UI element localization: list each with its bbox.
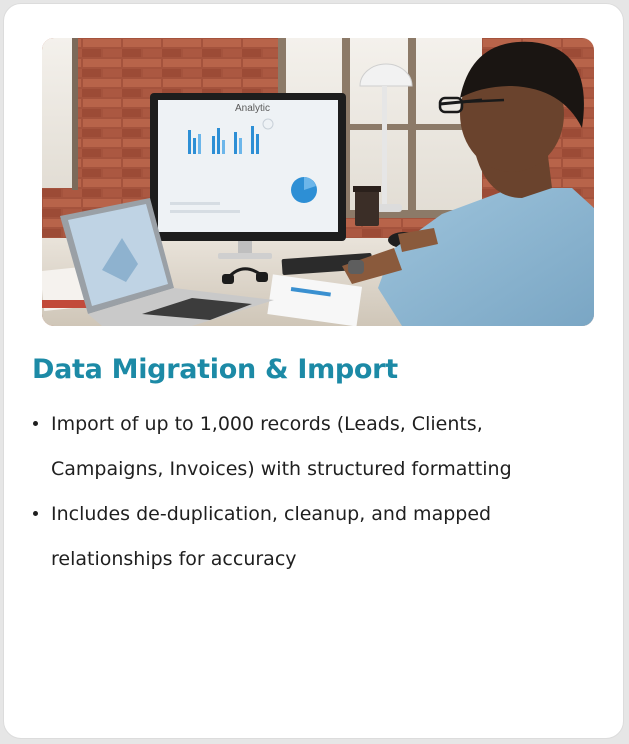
list-item-text: Import of up to 1,000 records (Leads, Clients, Campaigns, Invoices) with structured formatting [51, 413, 512, 480]
list-item-text: Includes de-duplication, cleanup, and mapped relationships for accuracy [51, 503, 492, 570]
bullet-dot-icon [33, 511, 38, 516]
card-title: Data Migration & Import [32, 354, 398, 385]
feature-list [30, 402, 590, 582]
office-analytics-photo [42, 38, 594, 326]
list-item [30, 492, 590, 582]
feature-card [3, 3, 624, 739]
monitor-heading: Analytic [235, 103, 271, 114]
window-left [42, 38, 76, 188]
bullet-dot-icon [33, 421, 38, 426]
list-item [30, 402, 590, 492]
coffee-cup [353, 186, 381, 226]
monitor [150, 93, 346, 259]
